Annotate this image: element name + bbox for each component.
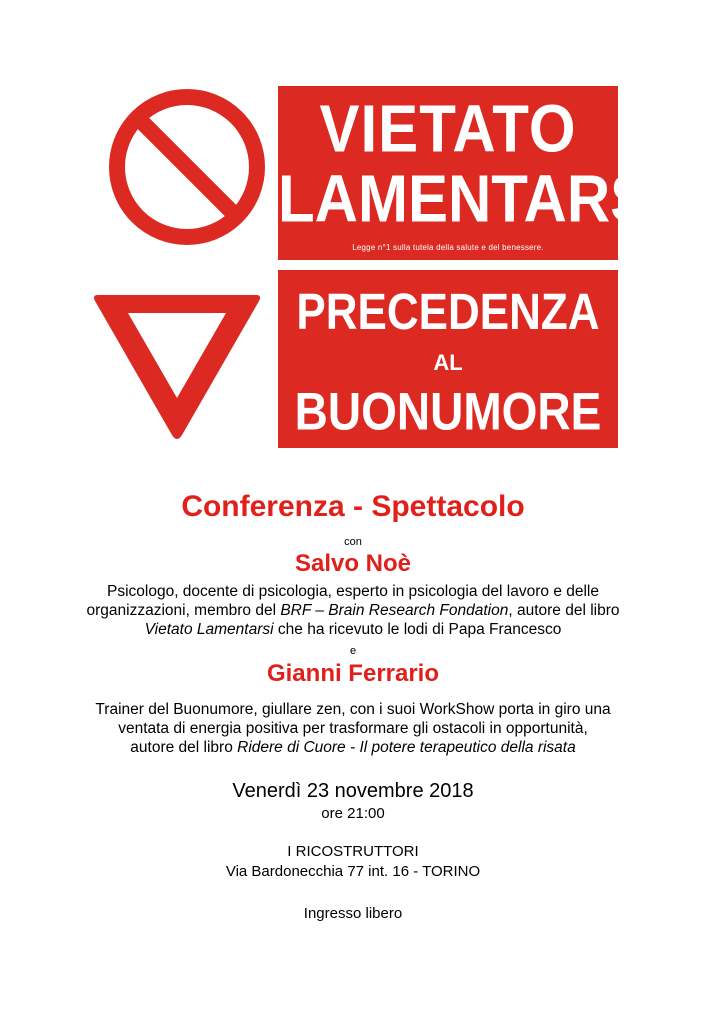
speaker2-bio-line2: ventata di energia positiva per trasformare gli ostacoli in opportunità, xyxy=(118,720,588,737)
precedenza-panel xyxy=(278,270,618,448)
speaker1-name: Salvo Noè xyxy=(294,550,412,577)
entry-info: Ingresso libero xyxy=(303,905,403,922)
vietato-lamentarsi-panel xyxy=(278,86,667,260)
venue-address: Via Bardonecchia 77 int. 16 - TORINO xyxy=(225,863,481,880)
bio-text: organizzazioni, membro del xyxy=(86,602,281,619)
bio-text: autore del libro xyxy=(130,739,238,756)
speaker2-bio-line1: Trainer del Buonumore, giullare zen, con i suoi WorkShow porta in giro una xyxy=(95,701,611,718)
panel-top-subtitle: Legge n°1 sulla tutela della salute e del benessere. xyxy=(352,243,544,252)
speaker2-bio-line3 xyxy=(0,738,706,757)
event-title: Conferenza - Spettacolo xyxy=(181,490,525,523)
brf-name: BRF – Brain Research Fondation xyxy=(280,602,509,619)
panel-bottom-line2: AL xyxy=(433,350,463,375)
speaker1-bio-line1: Psicologo, docente di psicologia, esperto in psicologia del lavoro e delle xyxy=(106,583,599,600)
event-time: ore 21:00 xyxy=(321,805,385,822)
speaker1-bio xyxy=(0,582,706,639)
book-title: Vietato Lamentarsi xyxy=(144,621,274,638)
panel-top-line2: LAMENTARSI xyxy=(278,160,667,237)
bio-text: , autore del libro xyxy=(508,602,620,619)
with-label: con xyxy=(344,536,362,548)
speaker2-name: Gianni Ferrario xyxy=(266,660,440,687)
yield-sign-icon xyxy=(88,283,266,445)
event-date: Venerdì 23 novembre 2018 xyxy=(232,780,474,802)
speaker1-bio-line3 xyxy=(0,620,706,639)
book-title: Ridere di Cuore - Il potere terapeutico della risata xyxy=(237,739,576,756)
venue-name: I RICOSTRUTTORI xyxy=(287,843,419,860)
speaker2-bio xyxy=(0,700,706,757)
and-label: e xyxy=(349,645,357,657)
panel-bottom-line1: PRECEDENZA xyxy=(296,284,600,341)
no-entry-sign-icon xyxy=(108,88,266,246)
panel-bottom-line3: BUONUMORE xyxy=(294,381,602,441)
speaker1-bio-line2 xyxy=(0,601,706,620)
panel-top-line1: VIETATO xyxy=(319,90,577,167)
bio-text: che ha ricevuto le lodi di Papa Francesco xyxy=(273,621,562,638)
